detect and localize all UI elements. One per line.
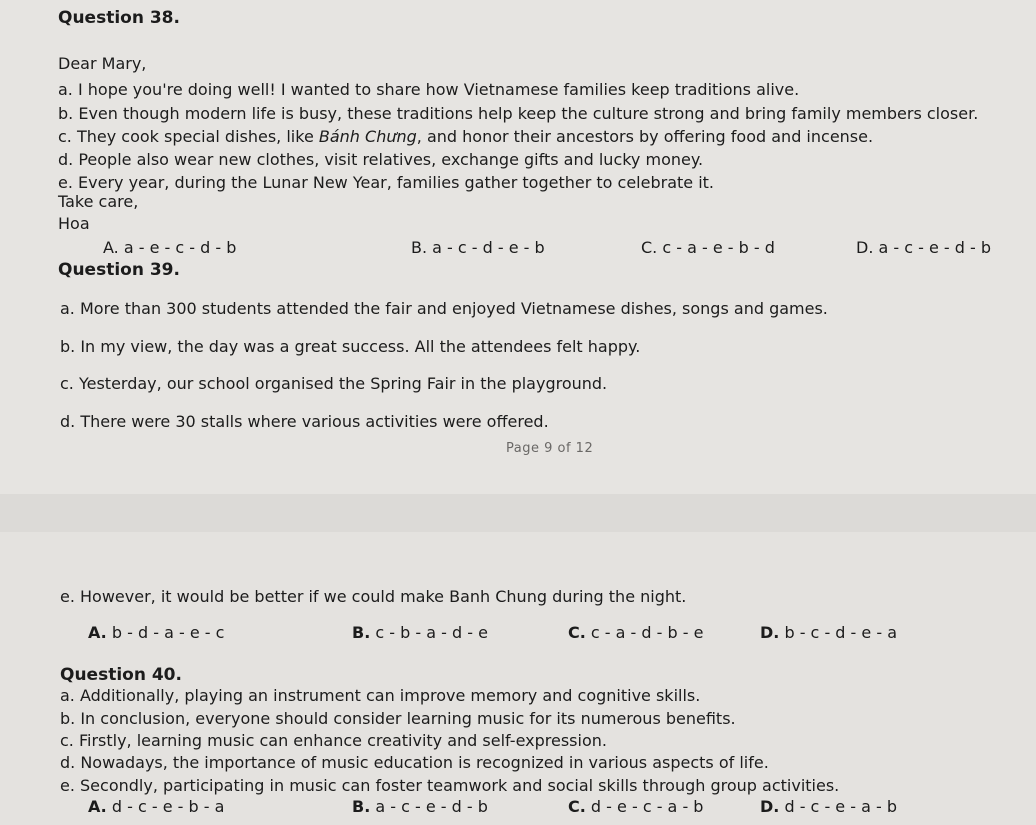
q40-option-b[interactable]	[352, 797, 488, 817]
option-letter: D.	[760, 797, 780, 816]
option-letter: D.	[856, 238, 874, 257]
q39-sentence-b: b. In my view, the day was a great success. All the attendees felt happy.	[60, 337, 641, 356]
option-letter: B.	[352, 797, 371, 816]
option-letter: B.	[352, 623, 371, 642]
option-text: c - a - d - b - e	[590, 623, 704, 642]
option-text: c - b - a - d - e	[375, 623, 488, 642]
option-text: d - c - e - b - a	[111, 797, 225, 816]
option-text: c - a - e - b - d	[662, 238, 775, 257]
q40-option-a[interactable]	[88, 797, 224, 817]
q38-c-pre: c. They cook special dishes, like	[58, 127, 319, 146]
q40-sentence-c: c. Firstly, learning music can enhance creativity and self-expression.	[60, 731, 607, 750]
q38-c-dish: Bánh Chưng	[318, 127, 417, 146]
option-letter: A.	[88, 797, 107, 816]
q40-option-d[interactable]	[760, 797, 897, 817]
q38-signature: Hoa	[58, 214, 90, 233]
q38-sentence-a: a. I hope you're doing well! I wanted to share how Vietnamese families keep traditions alive.	[58, 80, 800, 99]
option-text: d - c - e - a - b	[784, 797, 897, 816]
q40-sentence-e: e. Secondly, participating in music can foster teamwork and social skills through group activities.	[60, 776, 840, 795]
q38-sentence-d: d. People also wear new clothes, visit relatives, exchange gifts and lucky money.	[58, 150, 704, 169]
option-text: a - c - d - e - b	[432, 238, 545, 257]
q40-option-c[interactable]	[568, 797, 703, 817]
option-text: b - d - a - e - c	[111, 623, 225, 642]
option-text: a - e - c - d - b	[123, 238, 237, 257]
option-text: b - c - d - e - a	[784, 623, 897, 642]
q39-option-b[interactable]	[352, 623, 488, 643]
q39-option-a[interactable]	[88, 623, 224, 643]
page-footer: Page 9 of 12	[506, 441, 594, 456]
q38-option-c[interactable]	[641, 238, 775, 258]
option-letter: B.	[411, 238, 428, 257]
q39-sentence-a: a. More than 300 students attended the fair and enjoyed Vietnamese dishes, songs and games.	[60, 299, 828, 318]
option-letter: D.	[760, 623, 780, 642]
question-39-title: Question 39.	[58, 260, 180, 280]
q38-c-post: , and honor their ancestors by offering food and incense.	[416, 127, 874, 146]
q38-sentence-b: b. Even though modern life is busy, these traditions help keep the culture strong and bring family members closer.	[58, 104, 979, 123]
page-gap	[0, 494, 1036, 532]
question-40-title: Question 40.	[60, 665, 182, 685]
q40-sentence-a: a. Additionally, playing an instrument can improve memory and cognitive skills.	[60, 686, 701, 705]
q40-sentence-d: d. Nowadays, the importance of music education is recognized in various aspects of life.	[60, 753, 769, 772]
option-letter: C.	[641, 238, 658, 257]
q38-option-d[interactable]	[856, 238, 991, 258]
option-letter: C.	[568, 797, 586, 816]
q39-sentence-e: e. However, it would be better if we could make Banh Chung during the night.	[60, 587, 687, 606]
q38-option-b[interactable]	[411, 238, 545, 258]
option-text: a - c - e - d - b	[375, 797, 488, 816]
option-letter: A.	[103, 238, 119, 257]
option-letter: C.	[568, 623, 586, 642]
option-letter: A.	[88, 623, 107, 642]
q39-option-d[interactable]	[760, 623, 897, 643]
q39-sentence-c: c. Yesterday, our school organised the Spring Fair in the playground.	[60, 374, 608, 393]
q39-sentence-d: d. There were 30 stalls where various activities were offered.	[60, 412, 549, 431]
q38-sentence-e: e. Every year, during the Lunar New Year, families gather together to celebrate it.	[58, 173, 715, 192]
q39-option-c[interactable]	[568, 623, 703, 643]
option-text: d - e - c - a - b	[590, 797, 704, 816]
q38-sentence-c	[58, 127, 873, 147]
q38-closing: Take care,	[58, 192, 139, 211]
question-38-title: Question 38.	[58, 8, 180, 28]
option-text: a - c - e - d - b	[878, 238, 992, 257]
q40-sentence-b: b. In conclusion, everyone should consider learning music for its numerous benefits.	[60, 709, 736, 728]
q38-option-a[interactable]	[103, 238, 236, 258]
q38-greeting: Dear Mary,	[58, 54, 147, 73]
